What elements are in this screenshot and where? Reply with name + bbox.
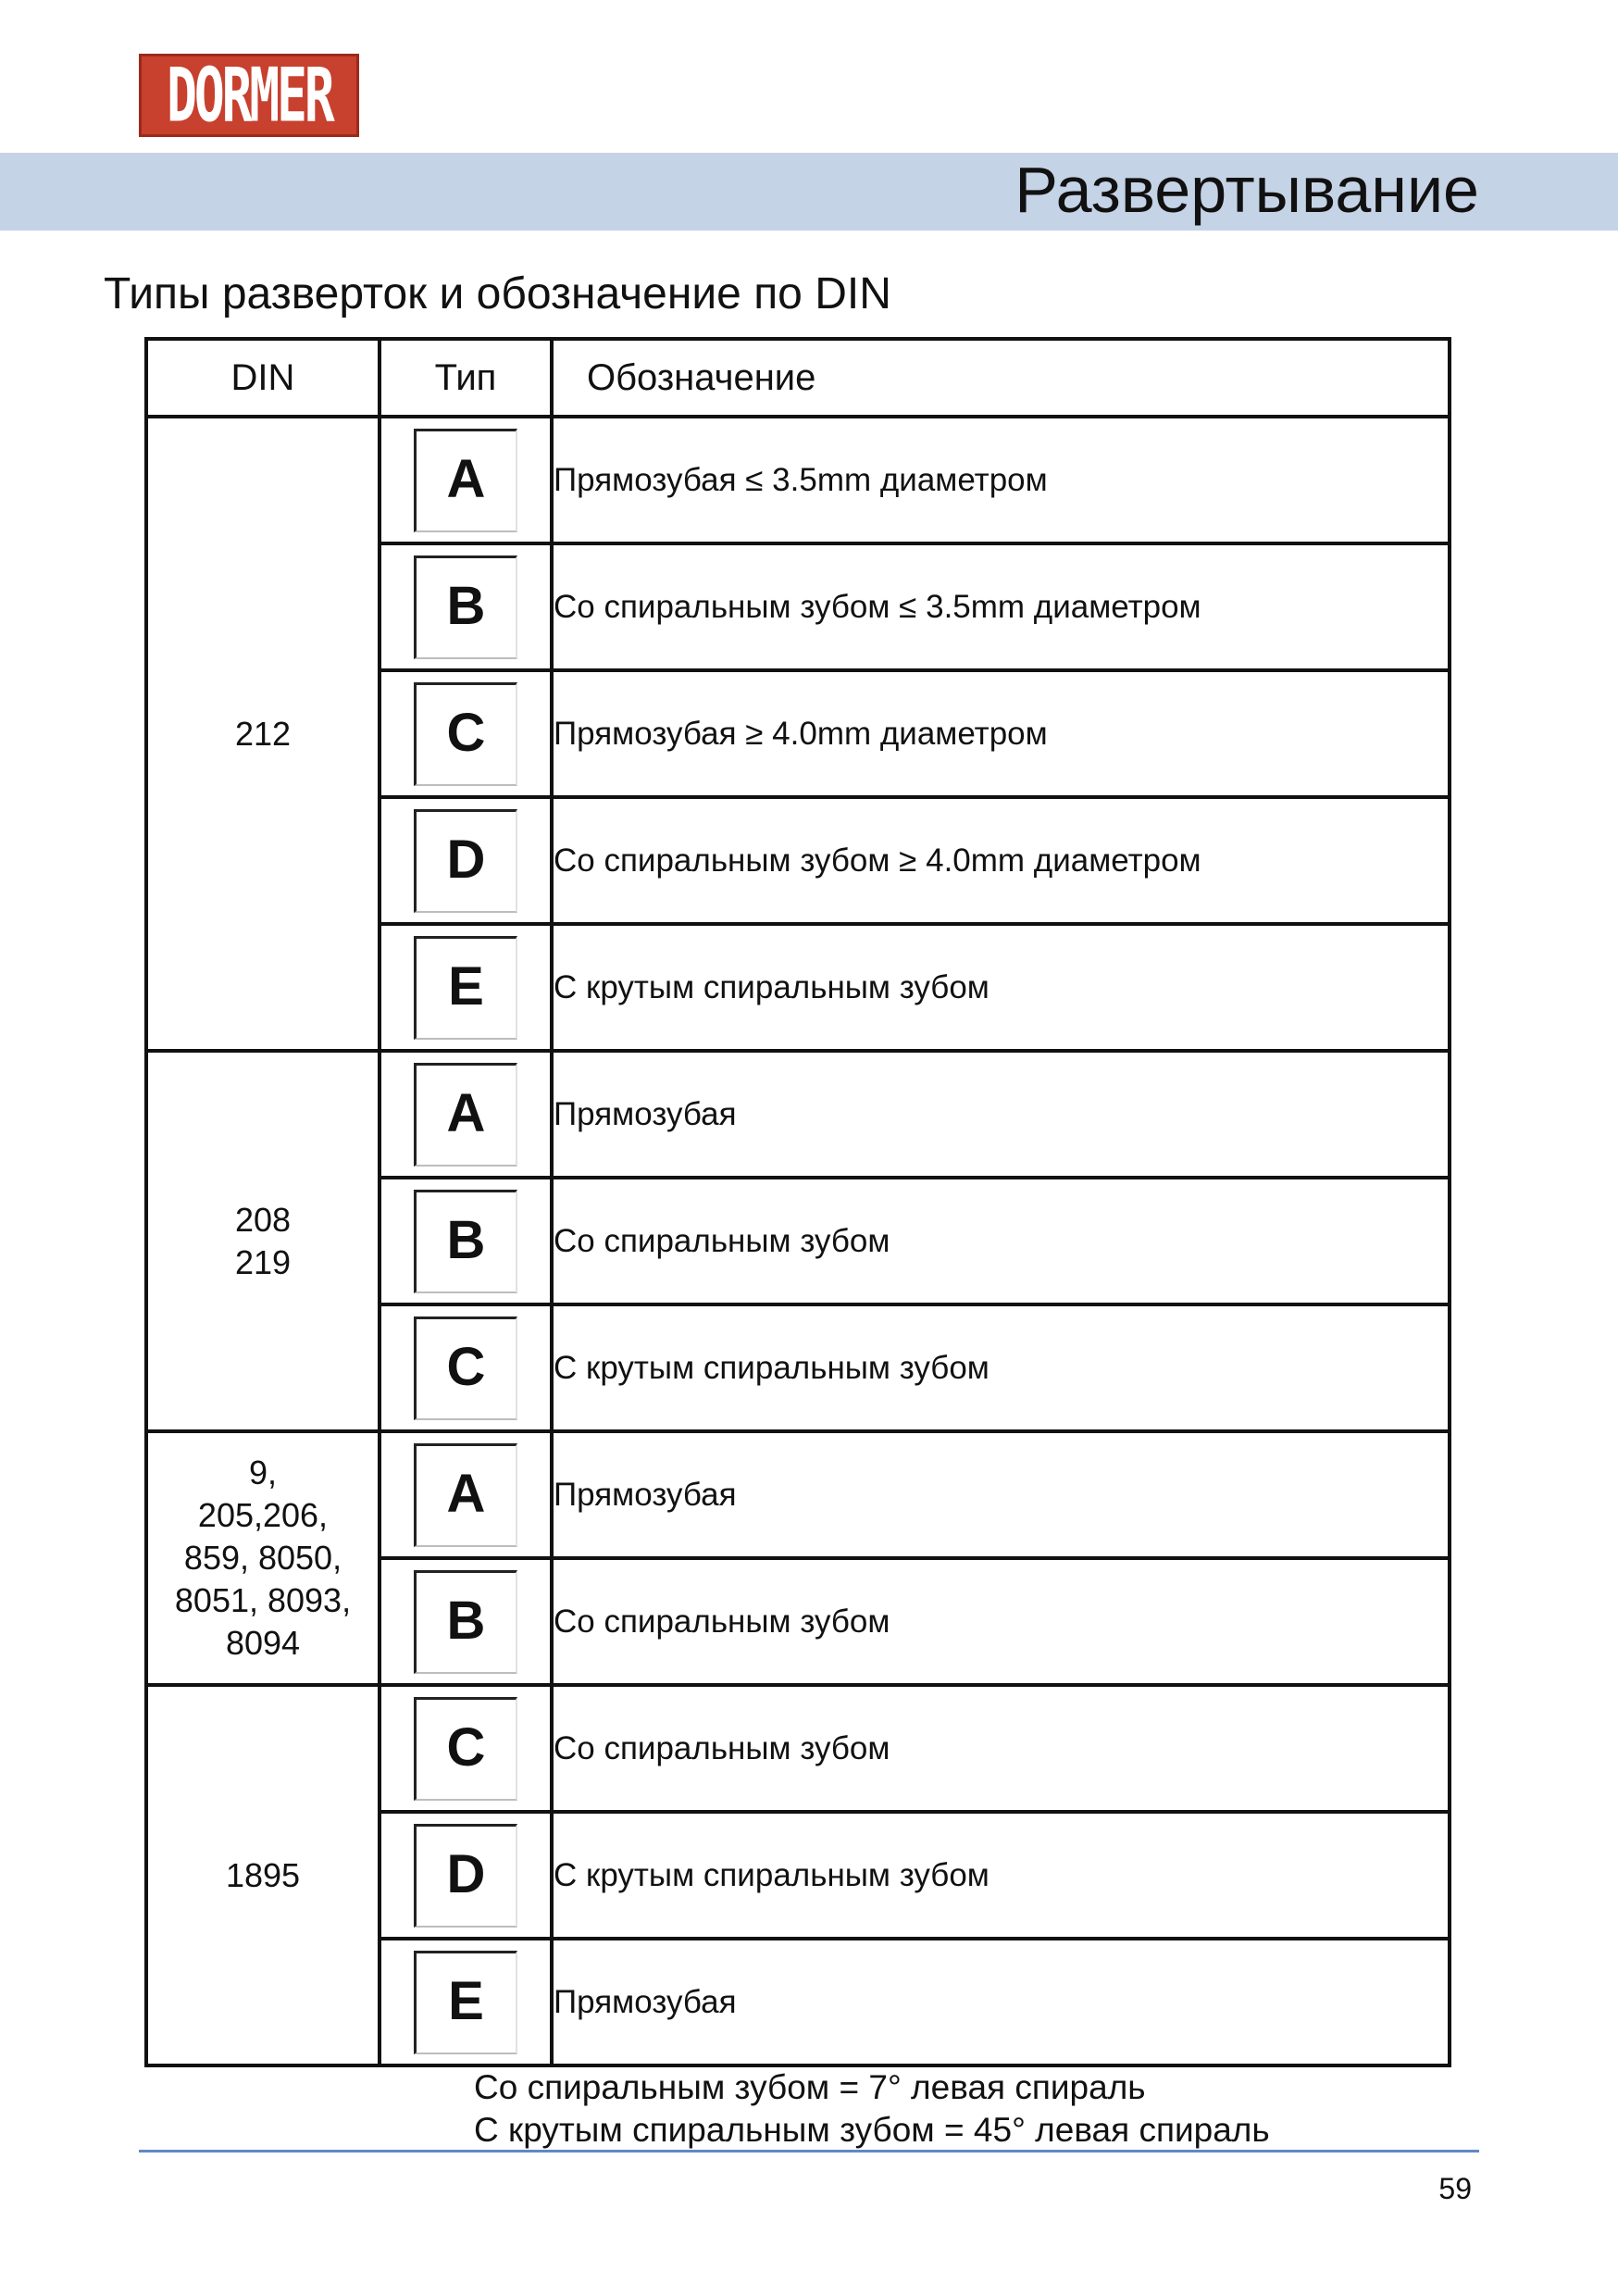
table-body <box>146 417 1450 2065</box>
type-cell <box>380 670 552 797</box>
din-number: 212 <box>234 714 292 753</box>
type-letter-box <box>414 1824 517 1928</box>
type-cell <box>380 417 552 543</box>
designation-cell: С крутым спиральным зубом <box>552 1812 1450 1939</box>
type-letter-box <box>414 1443 517 1547</box>
footer-rule <box>139 2150 1479 2152</box>
type-cell <box>380 543 552 670</box>
table-row <box>146 1431 1450 1558</box>
type-letter-box <box>414 1570 517 1674</box>
type-letter: B <box>446 1590 486 1651</box>
type-letter-box <box>414 682 517 786</box>
designation-cell: Прямозубая ≤ 3.5mm диаметром <box>552 417 1450 543</box>
type-letter-box <box>414 1190 517 1293</box>
footnote-line: Со спиральным зубом = 7° левая спираль <box>474 2068 1146 2106</box>
type-cell <box>380 1558 552 1685</box>
type-cell <box>380 1685 552 1812</box>
type-letter: E <box>448 955 484 1017</box>
footnote-line: С крутым спиральным зубом = 45° левая спираль <box>474 2111 1270 2149</box>
header-type: Тип <box>380 339 552 417</box>
designation-cell: Прямозубая ≥ 4.0mm диаметром <box>552 670 1450 797</box>
type-cell <box>380 1051 552 1178</box>
type-letter: C <box>446 702 486 763</box>
din-number: 9, 205,206, 859, 8050, 8051, 8093, 8094 <box>174 1454 352 1662</box>
type-letter: A <box>446 448 486 509</box>
type-cell <box>380 1304 552 1431</box>
type-cell <box>380 1812 552 1939</box>
type-letter-box <box>414 429 517 532</box>
type-letter-box <box>414 809 517 913</box>
designation-cell: Со спиральным зубом ≥ 4.0mm диаметром <box>552 797 1450 924</box>
type-cell <box>380 1939 552 2065</box>
type-letter-box <box>414 1063 517 1167</box>
type-letter: C <box>446 1716 486 1778</box>
designation-cell: Со спиральным зубом <box>552 1558 1450 1685</box>
din-types-table <box>144 337 1451 2067</box>
section-title: Типы разверток и обозначение по DIN <box>104 269 891 318</box>
din-number-cell <box>146 1685 380 2065</box>
table-row <box>146 417 1450 543</box>
type-cell <box>380 924 552 1051</box>
designation-cell: С крутым спиральным зубом <box>552 1304 1450 1431</box>
type-letter: B <box>446 575 486 636</box>
table-header-row <box>146 339 1450 417</box>
type-letter: B <box>446 1209 486 1270</box>
type-cell <box>380 1431 552 1558</box>
table-row <box>146 1051 1450 1178</box>
designation-cell: Со спиральным зубом <box>552 1685 1450 1812</box>
type-letter-box <box>414 1951 517 2054</box>
designation-cell: Прямозубая <box>552 1431 1450 1558</box>
designation-cell: Прямозубая <box>552 1051 1450 1178</box>
din-number: 1895 <box>225 1855 301 1894</box>
type-letter: C <box>446 1336 486 1397</box>
type-letter: E <box>448 1970 484 2031</box>
designation-cell: Прямозубая <box>552 1939 1450 2065</box>
footnotes <box>474 2066 1270 2152</box>
din-number-cell <box>146 1431 380 1685</box>
designation-cell: С крутым спиральным зубом <box>552 924 1450 1051</box>
type-cell <box>380 797 552 924</box>
table-row <box>146 1685 1450 1812</box>
din-number-cell <box>146 1051 380 1431</box>
din-number-cell <box>146 417 380 1051</box>
type-letter-box <box>414 1316 517 1420</box>
type-letter: A <box>446 1082 486 1143</box>
type-letter: D <box>446 829 486 890</box>
type-letter: A <box>446 1463 486 1524</box>
dormer-logo <box>139 51 359 140</box>
type-letter-box <box>414 555 517 659</box>
designation-cell: Со спиральным зубом <box>552 1178 1450 1304</box>
designation-cell: Со спиральным зубом ≤ 3.5mm диаметром <box>552 543 1450 670</box>
header-din: DIN <box>146 339 380 417</box>
type-letter-box <box>414 936 517 1040</box>
type-letter: D <box>446 1843 486 1904</box>
page-number: 59 <box>1438 2172 1472 2205</box>
type-letter-box <box>414 1697 517 1801</box>
page-title: Развертывание <box>1014 154 1479 226</box>
logo-text: DORMER <box>166 51 332 140</box>
din-number: 208 219 <box>234 1200 292 1281</box>
type-cell <box>380 1178 552 1304</box>
header-designation: Обозначение <box>552 339 1450 417</box>
